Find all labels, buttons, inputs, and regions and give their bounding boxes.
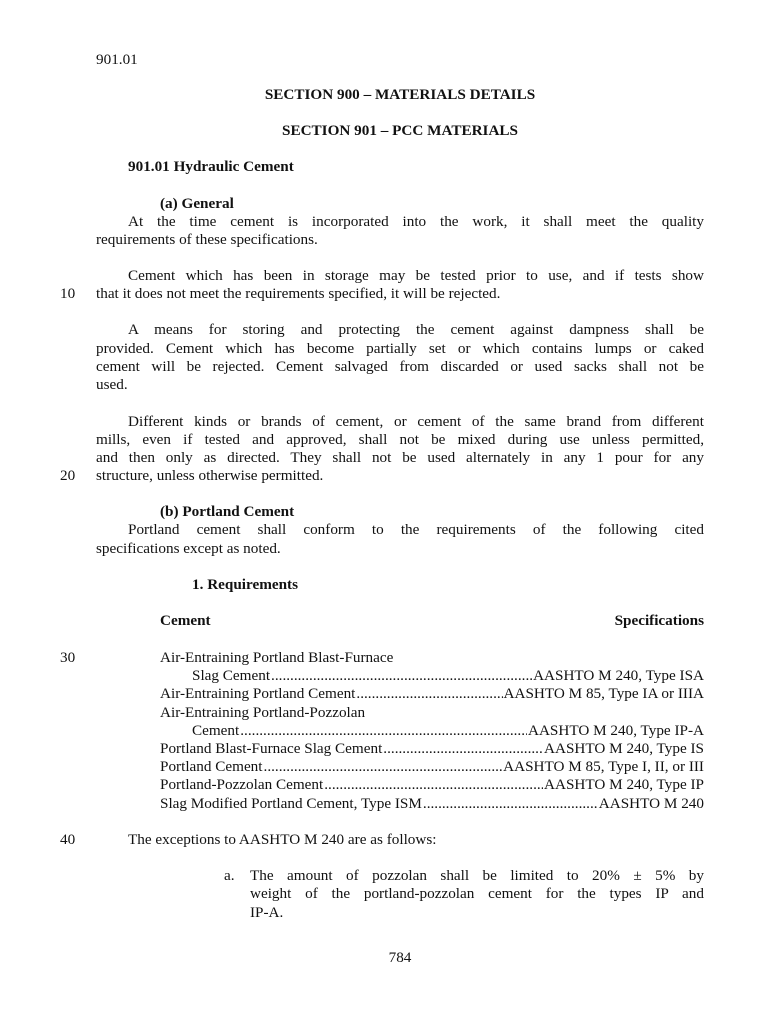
spec-row [160, 667, 704, 685]
general-p4-line1: Different kinds or brands of cement, or cement of the same brand from different [128, 413, 704, 430]
requirements-heading: 1. Requirements [192, 576, 299, 593]
general-p2-line2: that it does not meet the requirements specified, it will be rejected. [96, 285, 501, 302]
general-p4-line4: structure, unless otherwise permitted. [96, 467, 324, 484]
portland-heading: (b) Portland Cement [160, 503, 295, 520]
spec-row-value: AASHTO M 85, Type I, II, or III [503, 758, 704, 775]
portland-p1-line2: specifications except as noted. [96, 540, 281, 557]
page-ref: 901.01 [96, 51, 138, 68]
dot-leader [356, 685, 502, 703]
spec-row-name: Air-Entraining Portland Blast-Furnace [160, 649, 394, 666]
column-cement: Cement [160, 612, 211, 629]
line-number-40: 40 [60, 831, 76, 848]
dot-leader [324, 776, 543, 794]
general-p4-line3: and then only as directed. They shall not be used alternately in any 1 pour for any [96, 449, 704, 466]
dot-leader [423, 795, 598, 813]
line-number-10: 10 [60, 285, 76, 302]
line-number-20: 20 [60, 467, 76, 484]
spec-row-value: AASHTO M 240 [598, 795, 704, 812]
general-p3-line3: cement will be rejected. Cement salvaged from discarded or used sacks shall not be [96, 358, 704, 375]
spec-row [160, 722, 704, 740]
exception-a-marker: a. [224, 867, 235, 884]
dot-leader [383, 740, 543, 758]
spec-row-name: Slag Cement [192, 667, 271, 684]
portland-p1-line1: Portland cement shall conform to the requirements of the following cited [128, 521, 704, 538]
spec-row [160, 740, 704, 758]
section-901-title: SECTION 901 – PCC MATERIALS [282, 122, 518, 139]
spec-row-name: Air-Entraining Portland Cement [160, 685, 356, 702]
heading-90101: 901.01 Hydraulic Cement [128, 158, 294, 175]
dot-leader [271, 667, 532, 685]
general-p1-line1: At the time cement is incorporated into the work, it shall meet the quality [128, 213, 704, 230]
spec-row [160, 776, 704, 794]
spec-row-name: Cement [192, 722, 240, 739]
spec-row [160, 758, 704, 776]
spec-row-name: Air-Entraining Portland-Pozzolan [160, 704, 366, 721]
spec-row-value: AASHTO M 240, Type IS [544, 740, 704, 757]
general-p3-line2: provided. Cement which has become partially set or which contains lumps or caked [96, 340, 704, 357]
exception-a-line2: weight of the portland-pozzolan cement for the types IP and [250, 885, 704, 902]
spec-row [160, 685, 704, 703]
dot-leader [264, 758, 503, 776]
page-number: 784 [388, 949, 412, 966]
spec-row-value: AASHTO M 240, Type IP [544, 776, 704, 793]
spec-row-value: AASHTO M 240, Type ISA [533, 667, 704, 684]
spec-row-name: Portland Blast-Furnace Slag Cement [160, 740, 383, 757]
general-p3-line1: A means for storing and protecting the cement against dampness shall be [128, 321, 704, 338]
general-p1-line2: requirements of these specifications. [96, 231, 318, 248]
general-p4-line2: mills, even if tested and approved, shall not be mixed during use unless permitted, [96, 431, 704, 448]
spec-row-name: Portland Cement [160, 758, 263, 775]
spec-row-name: Portland-Pozzolan Cement [160, 776, 324, 793]
spec-row [160, 795, 704, 813]
exception-a-line1: The amount of pozzolan shall be limited to 20% ± 5% by [250, 867, 704, 884]
spec-row-value: AASHTO M 240, Type IP-A [528, 722, 704, 739]
exception-a-line3: IP-A. [250, 904, 284, 921]
dot-leader [240, 722, 527, 740]
general-heading: (a) General [160, 195, 234, 212]
spec-row-value: AASHTO M 85, Type IA or IIIA [503, 685, 704, 702]
general-p2-line1: Cement which has been in storage may be tested prior to use, and if tests show [128, 267, 704, 284]
spec-row-name: Slag Modified Portland Cement, Type ISM [160, 795, 422, 812]
section-900-title: SECTION 900 – MATERIALS DETAILS [264, 86, 536, 103]
line-number-30: 30 [60, 649, 76, 666]
exceptions-intro: The exceptions to AASHTO M 240 are as follows: [128, 831, 437, 848]
column-specifications: Specifications [614, 612, 704, 629]
general-p3-line4: used. [96, 376, 128, 393]
